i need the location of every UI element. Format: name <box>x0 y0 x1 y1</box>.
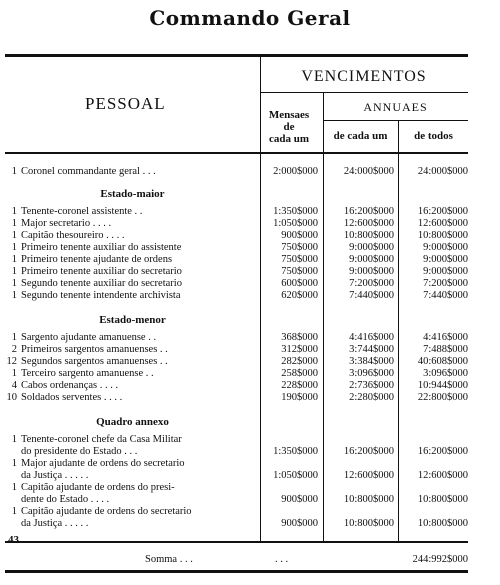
row-annual-total: 16:200$000 <box>417 206 468 217</box>
table-row <box>5 218 468 230</box>
total-row <box>5 554 468 566</box>
row-quantity: 10 <box>6 392 17 403</box>
row-description: da Justiça . . . . . <box>21 518 89 529</box>
row-quantity: 1 <box>11 242 17 253</box>
table-row <box>5 434 468 458</box>
section-title: Quadro annexo <box>96 416 169 428</box>
row-quantity: 1 <box>11 458 17 469</box>
row-description: Sargento ajudante amanuense . . <box>21 332 157 343</box>
row-annual-each: 10:800$000 <box>343 518 394 529</box>
row-description: Terceiro sargento amanuense . . <box>21 368 154 379</box>
row-monthly: 2:000$000 <box>273 166 318 177</box>
row-description: Major secretario . . . . <box>21 218 112 229</box>
table-row <box>5 278 468 290</box>
row-description: dente do Estado . . . . <box>21 494 110 505</box>
row-annual-total: 24:000$000 <box>417 166 468 177</box>
row-annual-total: 7:200$000 <box>423 278 468 289</box>
row-quantity: 1 <box>11 482 17 493</box>
row-annual-each: 10:800$000 <box>343 230 394 241</box>
header-de-todos: de todos <box>414 130 453 142</box>
row-monthly: 750$000 <box>281 242 318 253</box>
table-row <box>5 482 468 506</box>
header-bottom-rule <box>5 152 468 154</box>
row-annual-each: 24:000$000 <box>343 166 394 177</box>
row-annual-total: 7:488$000 <box>423 344 468 355</box>
row-annual-total: 3:096$000 <box>423 368 468 379</box>
table-row <box>5 206 468 218</box>
row-quantity: 1 <box>11 278 17 289</box>
row-description: Cabos ordenanças . . . . <box>21 380 119 391</box>
table-row <box>5 356 468 368</box>
row-description: Segundo tenente intendente archivista <box>21 290 181 301</box>
row-annual-total: 12:600$000 <box>417 218 468 229</box>
row-quantity: 1 <box>11 434 17 445</box>
row-monthly: 282$000 <box>281 356 318 367</box>
row-monthly: 228$000 <box>281 380 318 391</box>
table-row <box>5 254 468 266</box>
section-title: Estado-menor <box>99 314 166 326</box>
row-annual-each: 10:800$000 <box>343 494 394 505</box>
row-annual-each: 3:384$000 <box>349 356 394 367</box>
row-annual-total: 10:944$000 <box>417 380 468 391</box>
table-row <box>5 166 468 178</box>
row-description: Capitão ajudante de ordens do secretario <box>21 506 192 517</box>
row-monthly: 1:050$000 <box>273 218 318 229</box>
total-label: Somma . . . <box>145 554 193 565</box>
row-annual-total: 7:440$000 <box>423 290 468 301</box>
row-monthly: 190$000 <box>281 392 318 403</box>
row-monthly: 1:050$000 <box>273 470 318 481</box>
row-quantity: 1 <box>11 266 17 277</box>
table-row <box>5 506 468 530</box>
row-annual-each: 16:200$000 <box>343 206 394 217</box>
row-monthly: 368$000 <box>281 332 318 343</box>
row-monthly: 620$000 <box>281 290 318 301</box>
table-row <box>5 230 468 242</box>
row-annual-total: 40:608$000 <box>417 356 468 367</box>
page-title: Commando Geral <box>149 6 351 30</box>
row-quantity: 1 <box>11 332 17 343</box>
table-row <box>5 242 468 254</box>
row-description: da Justiça . . . . . <box>21 470 89 481</box>
row-annual-total: 10:800$000 <box>417 518 468 529</box>
row-quantity: 2 <box>11 344 17 355</box>
page-number: 43 <box>8 534 19 546</box>
table-bottom-rule <box>5 570 468 573</box>
row-description: Capitão thesoureiro . . . . <box>21 230 125 241</box>
total-rule <box>5 541 468 543</box>
row-description: Primeiro tenente auxiliar do secretario <box>21 266 182 277</box>
row-monthly: 600$000 <box>281 278 318 289</box>
row-annual-each: 3:744$000 <box>349 344 394 355</box>
row-description: do presidente do Estado . . . <box>21 446 138 457</box>
table-row <box>5 332 468 344</box>
row-annual-total: 22:800$000 <box>417 392 468 403</box>
row-description: Primeiros sargentos amanuenses . . <box>21 344 168 355</box>
row-description: Coronel commandante geral . . . <box>21 166 156 177</box>
row-annual-each: 9:000$000 <box>349 254 394 265</box>
row-annual-total: 9:000$000 <box>423 242 468 253</box>
row-monthly: 1:350$000 <box>273 206 318 217</box>
row-annual-each: 16:200$000 <box>343 446 394 457</box>
header-pessoal: PESSOAL <box>85 94 166 113</box>
header-mensaes: Mensaes de cada um <box>268 109 310 145</box>
table-row <box>5 392 468 404</box>
row-monthly: 750$000 <box>281 254 318 265</box>
row-annual-total: 9:000$000 <box>423 254 468 265</box>
row-annual-each: 12:600$000 <box>343 218 394 229</box>
row-annual-each: 2:736$000 <box>349 380 394 391</box>
total-dots: . . . <box>275 554 289 565</box>
row-quantity: 1 <box>11 166 17 177</box>
row-description: Segundo tenente auxiliar do secretario <box>21 278 182 289</box>
row-annual-total: 12:600$000 <box>417 470 468 481</box>
table-row <box>5 290 468 302</box>
row-quantity: 1 <box>11 254 17 265</box>
row-annual-total: 10:800$000 <box>417 230 468 241</box>
row-description: Primeiro tenente auxiliar do assistente <box>21 242 182 253</box>
row-quantity: 1 <box>11 290 17 301</box>
header-vencimentos: VENCIMENTOS <box>301 68 427 85</box>
row-quantity: 1 <box>11 506 17 517</box>
row-monthly: 750$000 <box>281 266 318 277</box>
row-description: Tenente-coronel chefe da Casa Militar <box>21 434 182 445</box>
total-value: 244:992$000 <box>412 554 468 565</box>
row-annual-each: 9:000$000 <box>349 242 394 253</box>
row-description: Major ajudante de ordens do secretario <box>21 458 185 469</box>
header-de-cada-um: de cada um <box>333 130 388 142</box>
row-monthly: 900$000 <box>281 230 318 241</box>
row-monthly: 312$000 <box>281 344 318 355</box>
table-row <box>5 458 468 482</box>
row-annual-total: 4:416$000 <box>423 332 468 343</box>
row-annual-each: 9:000$000 <box>349 266 394 277</box>
row-quantity: 1 <box>11 368 17 379</box>
table-row <box>5 380 468 392</box>
section-title: Estado-maior <box>100 188 165 200</box>
annuaes-underline <box>323 120 468 121</box>
row-quantity: 1 <box>11 218 17 229</box>
row-annual-each: 7:440$000 <box>349 290 394 301</box>
row-annual-total: 16:200$000 <box>417 446 468 457</box>
row-quantity: 1 <box>11 230 17 241</box>
table-top-rule <box>5 54 468 57</box>
row-description: Primeiro tenente ajudante de ordens <box>21 254 173 265</box>
row-monthly: 900$000 <box>281 494 318 505</box>
row-quantity: 12 <box>6 356 17 367</box>
row-annual-each: 4:416$000 <box>349 332 394 343</box>
venc-underline <box>260 92 468 93</box>
row-description: Tenente-coronel assistente . . <box>21 206 143 217</box>
row-description: Segundos sargentos amanuenses . . <box>21 356 168 367</box>
row-monthly: 1:350$000 <box>273 446 318 457</box>
table-row <box>5 344 468 356</box>
row-annual-total: 10:800$000 <box>417 494 468 505</box>
row-monthly: 258$000 <box>281 368 318 379</box>
row-annual-each: 7:200$000 <box>349 278 394 289</box>
row-annual-total: 9:000$000 <box>423 266 468 277</box>
row-description: Capitão ajudante de ordens do presi- <box>21 482 175 493</box>
table-row <box>5 266 468 278</box>
row-annual-each: 2:280$000 <box>349 392 394 403</box>
row-annual-each: 3:096$000 <box>349 368 394 379</box>
row-description: Soldados serventes . . . . <box>21 392 123 403</box>
salary-table <box>5 54 468 573</box>
row-annual-each: 12:600$000 <box>343 470 394 481</box>
header-annuaes: ANNUAES <box>363 100 428 114</box>
table-row <box>5 368 468 380</box>
row-monthly: 900$000 <box>281 518 318 529</box>
row-quantity: 4 <box>11 380 17 391</box>
row-quantity: 1 <box>11 206 17 217</box>
